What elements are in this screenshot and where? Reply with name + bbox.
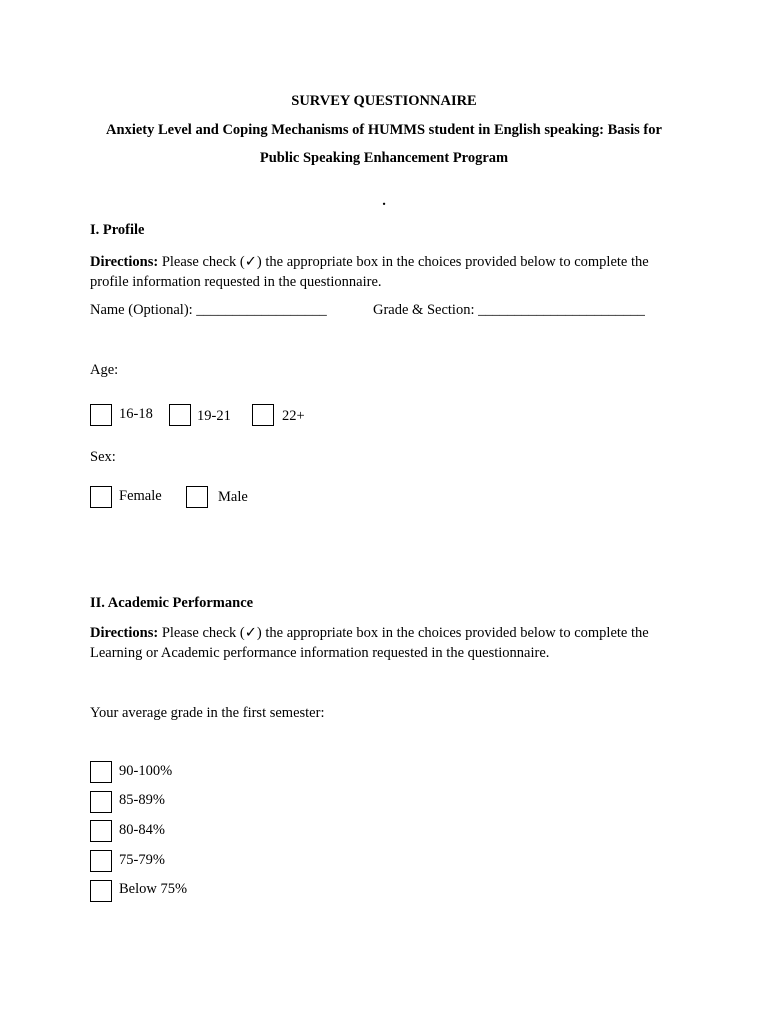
grade-option-label: 85-89%: [119, 792, 165, 808]
profile-directions: [90, 252, 690, 292]
profile-directions-text: Please check (✓) the appropriate box in the choices provided below to complete the profile information requested in the questionnaire.: [90, 254, 649, 290]
grade-checkbox-90-100[interactable]: [90, 761, 112, 783]
grade-question: Your average grade in the first semester:: [90, 705, 325, 721]
document-title: SURVEY QUESTIONNAIRE: [291, 93, 477, 109]
grade-section-field[interactable]: Grade & Section: _______________________: [373, 302, 645, 318]
age-option-label: 16-18: [119, 406, 153, 422]
grade-option-label: 75-79%: [119, 852, 165, 868]
academic-directions-text: Please check (✓) the appropriate box in the choices provided below to complete the Learning or Academic performance information requested in the questionnaire.: [90, 625, 649, 661]
profile-heading: I. Profile: [90, 222, 145, 238]
academic-heading: II. Academic Performance: [90, 595, 254, 611]
sex-option-label: Female: [119, 488, 162, 504]
academic-directions: [90, 623, 690, 663]
separator-dot: .: [382, 193, 386, 209]
document-subtitle-line-2: Public Speaking Enhancement Program: [259, 150, 509, 166]
sex-label: Sex:: [90, 449, 116, 465]
grade-option-label: 80-84%: [119, 822, 165, 838]
sex-option-label: Male: [218, 489, 248, 505]
profile-directions-label: Directions:: [90, 254, 159, 270]
grade-option-label: 90-100%: [119, 763, 173, 779]
grade-checkbox-85-89[interactable]: [90, 791, 112, 813]
sex-checkbox-male[interactable]: [186, 486, 208, 508]
age-checkbox-19-21[interactable]: [169, 404, 191, 426]
age-option-label: 19-21: [197, 408, 231, 424]
grade-option-label: Below 75%: [119, 881, 188, 897]
document-subtitle-line-1: Anxiety Level and Coping Mechanisms of HUMMS student in English speaking: Basis for: [106, 122, 662, 138]
grade-checkbox-below-75[interactable]: [90, 880, 112, 902]
grade-checkbox-80-84[interactable]: [90, 820, 112, 842]
name-field[interactable]: Name (Optional): __________________: [90, 302, 327, 318]
grade-checkbox-75-79[interactable]: [90, 850, 112, 872]
sex-checkbox-female[interactable]: [90, 486, 112, 508]
academic-directions-label: Directions:: [90, 625, 159, 641]
age-option-label: 22+: [282, 408, 305, 424]
age-checkbox-22-plus[interactable]: [252, 404, 274, 426]
age-label: Age:: [90, 362, 119, 378]
age-checkbox-16-18[interactable]: [90, 404, 112, 426]
